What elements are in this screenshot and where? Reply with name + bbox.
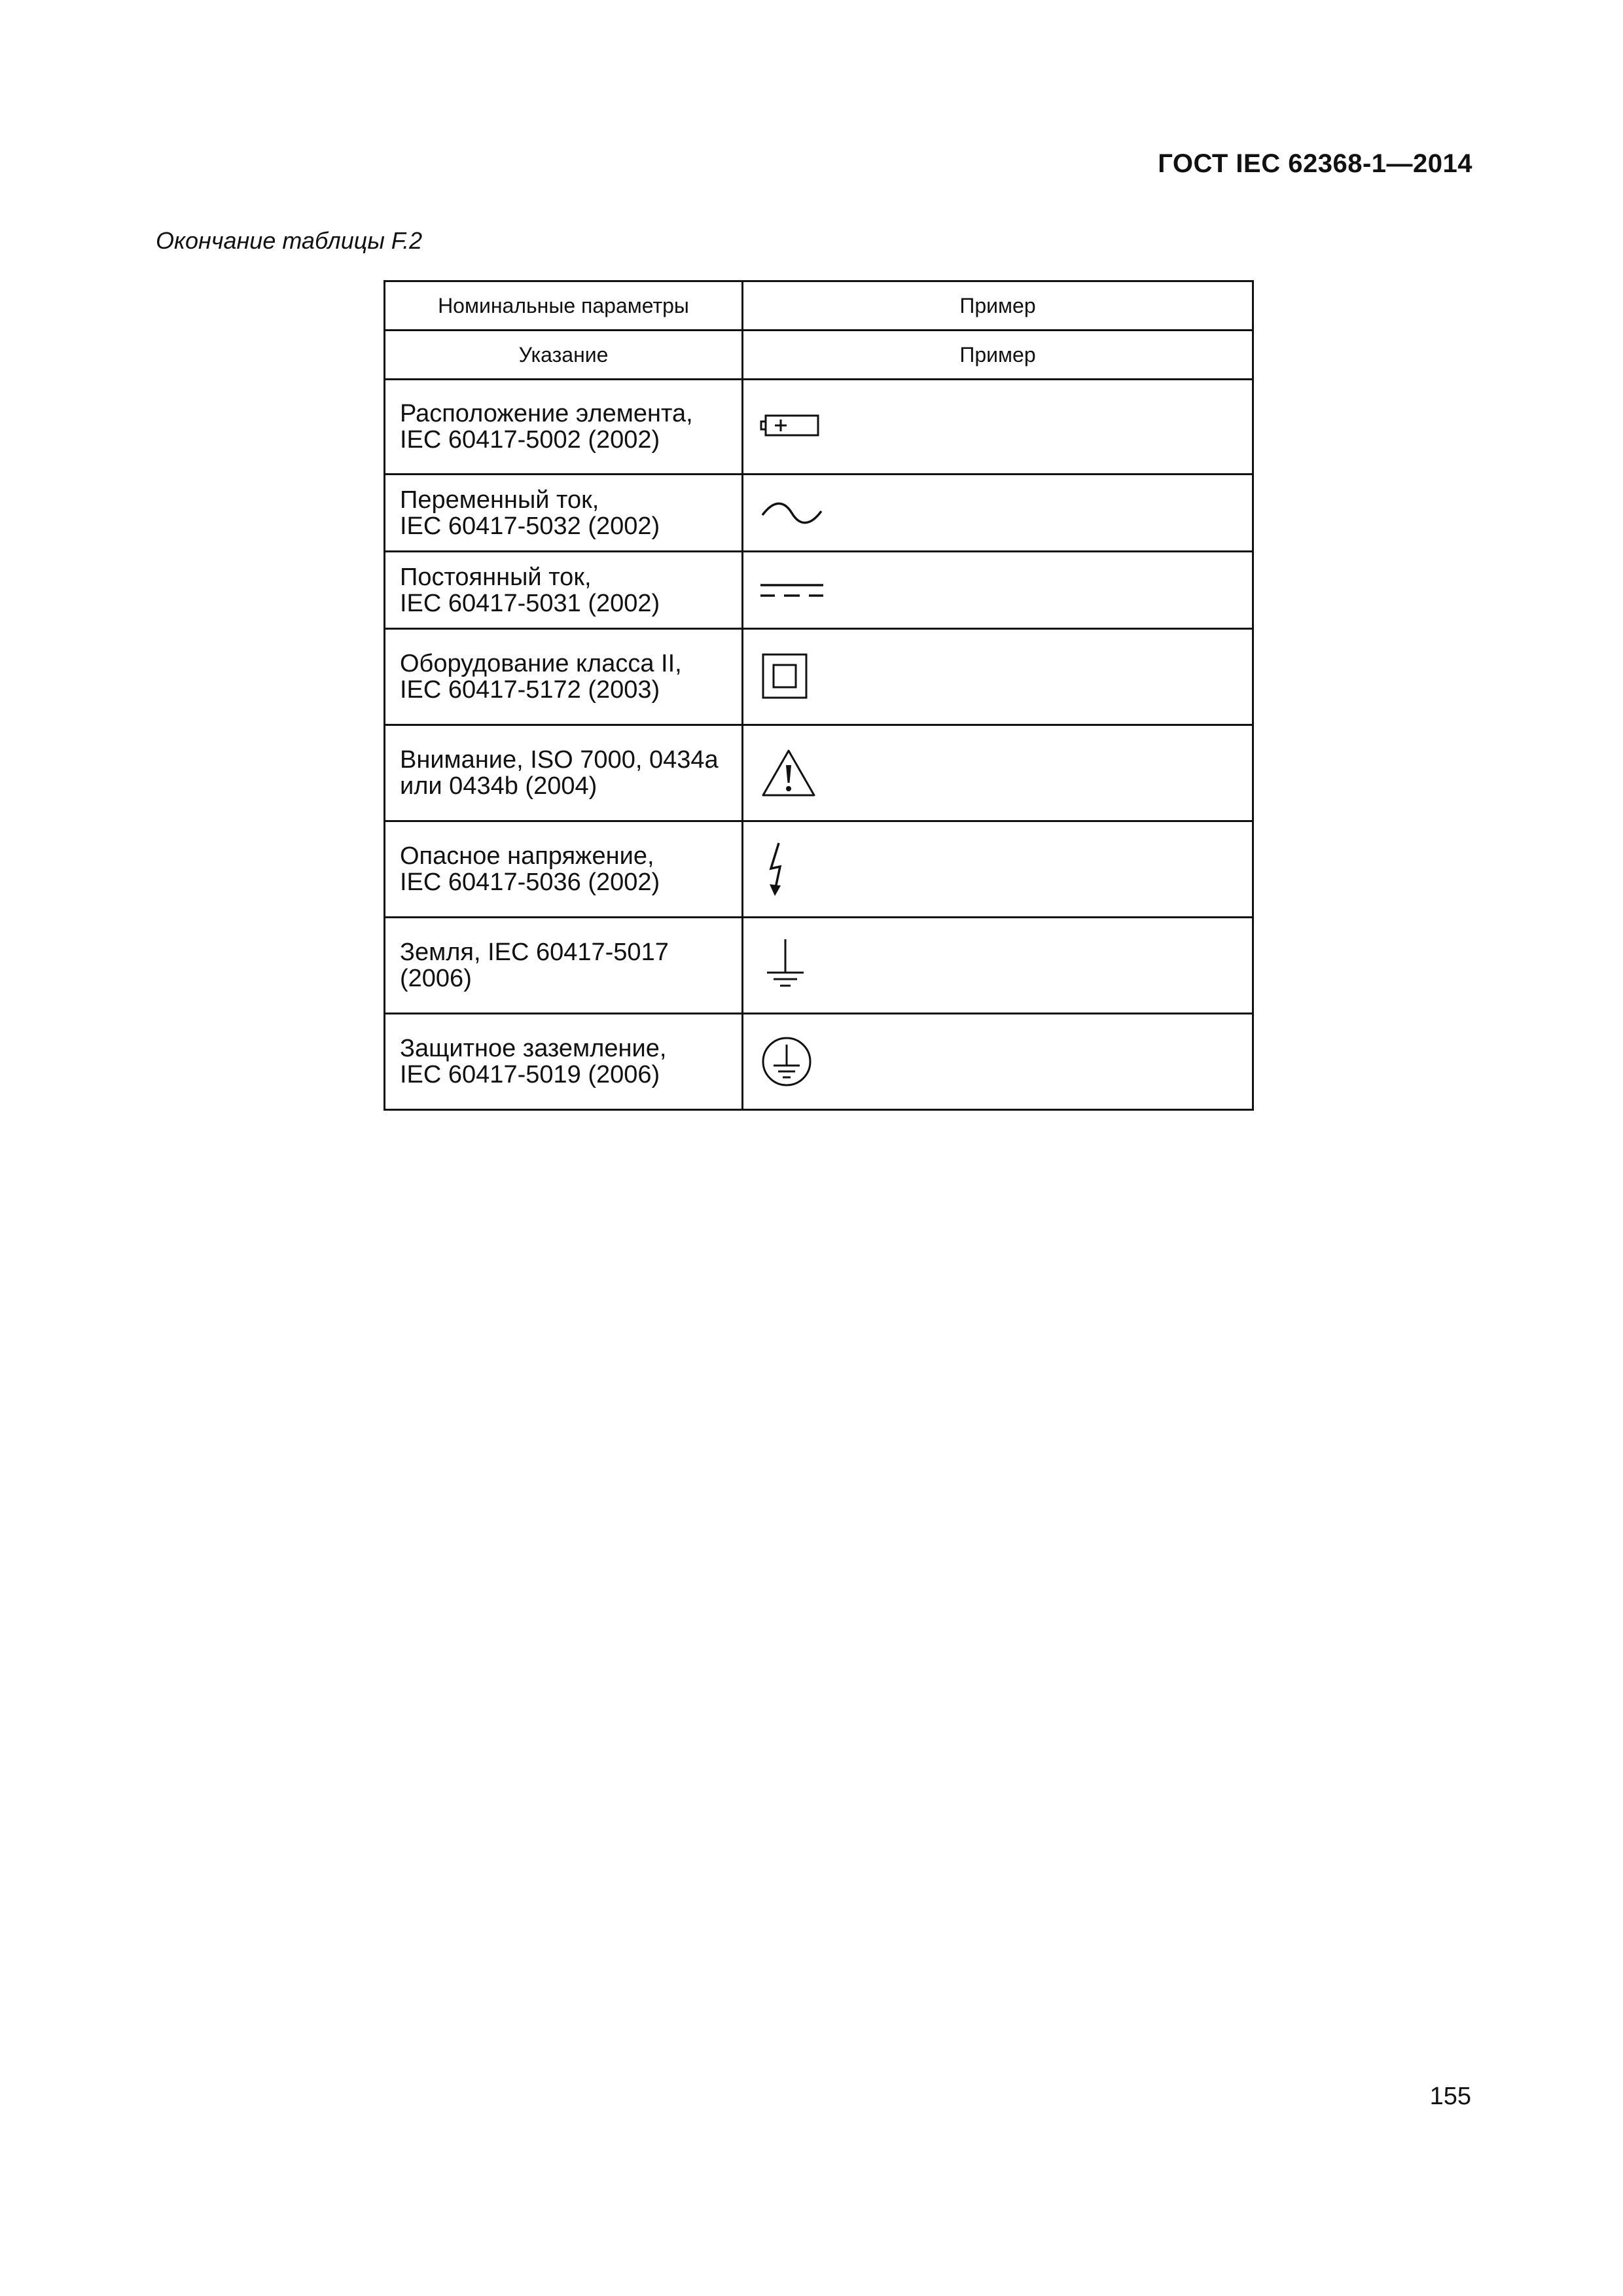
row-symbol bbox=[743, 918, 1253, 1014]
table-row bbox=[385, 475, 1253, 552]
page-number: 155 bbox=[1429, 2083, 1471, 2110]
row-label: Переменный ток, IEC 60417-5032 (2002) bbox=[385, 475, 743, 552]
row-label: Внимание, ISO 7000, 0434a или 0434b (2004) bbox=[385, 725, 743, 821]
table-row bbox=[385, 725, 1253, 821]
row-label: Опасное напряжение, IEC 60417-5036 (2002) bbox=[385, 821, 743, 918]
table-row bbox=[385, 918, 1253, 1014]
document-header: ГОСТ IEC 62368-1—2014 bbox=[1158, 149, 1472, 178]
alternating-current-icon bbox=[759, 497, 825, 529]
earth-ground-icon bbox=[759, 936, 812, 995]
table-row bbox=[385, 821, 1253, 918]
symbols-table bbox=[383, 280, 1254, 1111]
row-symbol bbox=[743, 380, 1253, 475]
header-cell: Пример bbox=[743, 281, 1253, 331]
header-cell: Пример bbox=[743, 331, 1253, 380]
dangerous-voltage-icon bbox=[759, 840, 798, 899]
table-header-row bbox=[385, 331, 1253, 380]
row-label: Расположение элемента, IEC 60417-5002 (2002) bbox=[385, 380, 743, 475]
row-label: Оборудование класса II, IEC 60417-5172 (2003) bbox=[385, 629, 743, 725]
row-symbol bbox=[743, 552, 1253, 629]
table-row bbox=[385, 552, 1253, 629]
header-cell: Указание bbox=[385, 331, 743, 380]
table-header-row bbox=[385, 281, 1253, 331]
table-row bbox=[385, 380, 1253, 475]
row-symbol bbox=[743, 1014, 1253, 1110]
row-label: Земля, IEC 60417-5017 (2006) bbox=[385, 918, 743, 1014]
protective-earth-icon bbox=[759, 1034, 814, 1089]
row-symbol bbox=[743, 725, 1253, 821]
row-label: Защитное заземление, IEC 60417-5019 (2006) bbox=[385, 1014, 743, 1110]
header-cell: Номинальные параметры bbox=[385, 281, 743, 331]
row-symbol bbox=[743, 475, 1253, 552]
row-label: Постоянный ток, IEC 60417-5031 (2002) bbox=[385, 552, 743, 629]
table-row bbox=[385, 629, 1253, 725]
battery-cell-icon bbox=[759, 410, 825, 443]
row-symbol bbox=[743, 821, 1253, 918]
table-caption: Окончание таблицы F.2 bbox=[156, 227, 423, 254]
warning-triangle-icon bbox=[759, 747, 818, 799]
direct-current-icon bbox=[759, 574, 825, 607]
table-row bbox=[385, 1014, 1253, 1110]
class-ii-equipment-icon bbox=[759, 651, 812, 703]
row-symbol bbox=[743, 629, 1253, 725]
